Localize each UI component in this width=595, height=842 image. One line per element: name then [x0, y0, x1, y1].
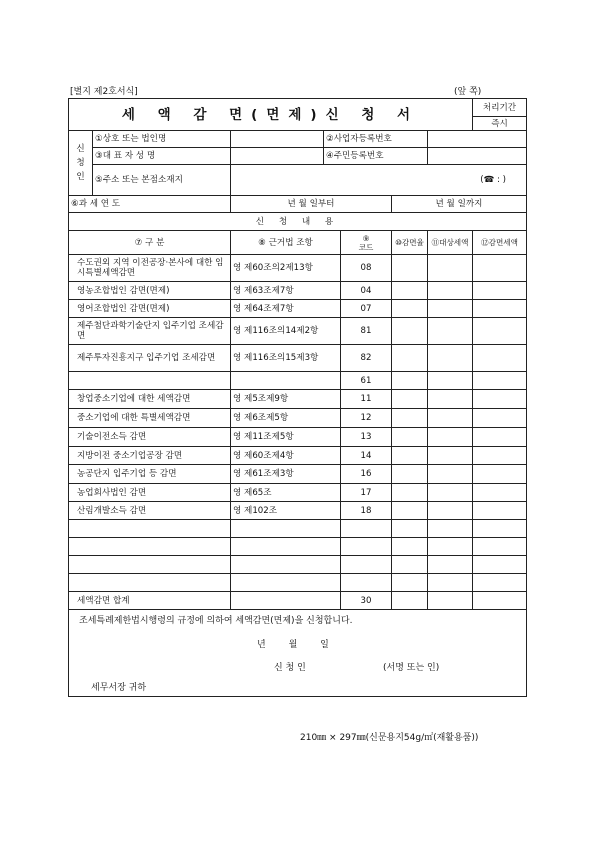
total-code: 30 [341, 592, 392, 610]
business-reg-no-label: ②사업자등록번호 [324, 131, 428, 148]
row-law: 영 제11조제5항 [231, 428, 341, 447]
row-category: 기술이전소득 감면 [69, 428, 231, 447]
processing-period-label: 처리기간 [473, 99, 527, 117]
row-reduced-tax-field[interactable] [473, 345, 527, 372]
table-row [69, 255, 527, 282]
row-code: 17 [341, 484, 392, 502]
representative-label: ③대 표 자 성 명 [93, 148, 231, 165]
row-reduced-tax-field[interactable] [473, 574, 527, 592]
row-code [341, 538, 392, 556]
row-law [231, 574, 341, 592]
row-reduced-tax-field[interactable] [473, 520, 527, 538]
row-category [69, 556, 231, 574]
business-reg-no-field[interactable] [428, 131, 527, 148]
table-row [69, 502, 527, 520]
row-category [69, 372, 231, 390]
row-reduced-tax-field[interactable] [473, 502, 527, 520]
total-target-tax-field[interactable] [428, 592, 473, 610]
row-category: 수도권외 지역 이전공장·본사에 대한 임시특별세액감면 [69, 255, 231, 282]
row-reduced-tax-field[interactable] [473, 484, 527, 502]
row-code: 16 [341, 465, 392, 484]
page-side-label: (앞 쪽) [454, 87, 482, 97]
row-rate-field[interactable] [392, 282, 428, 300]
row-target-tax-field[interactable] [428, 428, 473, 447]
tax-year-to[interactable]: 년 월 일까지 [392, 196, 527, 213]
row-rate-field[interactable] [392, 255, 428, 282]
column-header-reduced-tax: ⑫감면세액 [473, 231, 527, 255]
row-code [341, 520, 392, 538]
row-reduced-tax-field[interactable] [473, 282, 527, 300]
table-row [69, 447, 527, 465]
row-reduced-tax-field[interactable] [473, 447, 527, 465]
row-category [69, 520, 231, 538]
tax-year-from[interactable]: 년 월 일부터 [231, 196, 392, 213]
row-target-tax-field[interactable] [428, 447, 473, 465]
row-code: 82 [341, 345, 392, 372]
column-header-code: ⑨ 코드 [341, 231, 392, 255]
row-target-tax-field[interactable] [428, 345, 473, 372]
row-rate-field[interactable] [392, 502, 428, 520]
declaration-block [69, 610, 527, 697]
row-target-tax-field[interactable] [428, 520, 473, 538]
table-row [69, 520, 527, 538]
row-law: 영 제116조의15제3항 [231, 345, 341, 372]
resident-reg-no-label: ④주민등록번호 [324, 148, 428, 165]
table-row [69, 372, 527, 390]
resident-reg-no-field[interactable] [428, 148, 527, 165]
row-reduced-tax-field[interactable] [473, 428, 527, 447]
declaration-applicant-label: 신 청 인 [274, 663, 306, 673]
row-rate-field[interactable] [392, 465, 428, 484]
row-law: 영 제60조제4항 [231, 447, 341, 465]
total-rate-field[interactable] [392, 592, 428, 610]
row-reduced-tax-field[interactable] [473, 372, 527, 390]
row-law: 영 제64조제7항 [231, 300, 341, 318]
declaration-statement: 조세특례제한법시행령의 규정에 의하여 세액감면(면제)을 신청합니다. [79, 616, 353, 626]
declaration-row [69, 610, 527, 697]
row-code: 12 [341, 409, 392, 428]
row-target-tax-field[interactable] [428, 390, 473, 409]
total-row [69, 592, 527, 610]
row-target-tax-field[interactable] [428, 484, 473, 502]
row-law [231, 520, 341, 538]
row-category: 중소기업에 대한 특별세액감면 [69, 409, 231, 428]
table-row [69, 556, 527, 574]
applicant-label-char-2: 청 [76, 158, 85, 168]
row-law [231, 372, 341, 390]
row-rate-field[interactable] [392, 390, 428, 409]
tax-reduction-application-form [68, 98, 527, 697]
row-law: 영 제5조제9항 [231, 390, 341, 409]
row-law [231, 538, 341, 556]
row-rate-field[interactable] [392, 447, 428, 465]
row-target-tax-field[interactable] [428, 318, 473, 345]
applicant-label-char-1: 신 [76, 144, 85, 154]
row-rate-field[interactable] [392, 520, 428, 538]
row-category: 창업중소기업에 대한 세액감면 [69, 390, 231, 409]
phone-field[interactable]: (☎ : ) [231, 165, 527, 196]
form-title: 세 액 감 면(면제)신 청 서 [69, 99, 473, 131]
applicant-section-label [69, 131, 93, 196]
row-law: 영 제116조의14제2항 [231, 318, 341, 345]
row-law: 영 제6조제5항 [231, 409, 341, 428]
application-content-header: 신 청 내 용 [69, 213, 527, 231]
row-code: 11 [341, 390, 392, 409]
table-row [69, 390, 527, 409]
paper-spec: 210㎜ × 297㎜(신문용지54g/㎡(재활용품)) [300, 733, 479, 743]
row-target-tax-field[interactable] [428, 465, 473, 484]
tax-year-label: ⑥과 세 연 도 [69, 196, 231, 213]
row-reduced-tax-field[interactable] [473, 465, 527, 484]
row-reduced-tax-field[interactable] [473, 390, 527, 409]
table-row [69, 409, 527, 428]
row-rate-field[interactable] [392, 300, 428, 318]
signature-field[interactable]: (서명 또는 인) [383, 663, 440, 673]
row-code [341, 574, 392, 592]
row-target-tax-field[interactable] [428, 502, 473, 520]
tax-office-addressee: 세무서장 귀하 [91, 683, 147, 693]
row-rate-field[interactable] [392, 574, 428, 592]
table-row [69, 574, 527, 592]
row-reduced-tax-field[interactable] [473, 255, 527, 282]
column-header-rate: ⑩감면율 [392, 231, 428, 255]
row-code [341, 556, 392, 574]
row-rate-field[interactable] [392, 484, 428, 502]
row-law: 영 제65조 [231, 484, 341, 502]
row-target-tax-field[interactable] [428, 372, 473, 390]
row-rate-field[interactable] [392, 345, 428, 372]
row-code: 04 [341, 282, 392, 300]
row-reduced-tax-field[interactable] [473, 556, 527, 574]
table-row [69, 282, 527, 300]
row-target-tax-field[interactable] [428, 255, 473, 282]
row-category: 영농조합법인 감면(면제) [69, 282, 231, 300]
table-row [69, 484, 527, 502]
row-category: 산림개발소득 감면 [69, 502, 231, 520]
table-row [69, 300, 527, 318]
row-target-tax-field[interactable] [428, 538, 473, 556]
total-law-empty [231, 592, 341, 610]
row-rate-field[interactable] [392, 409, 428, 428]
row-law: 영 제61조제3항 [231, 465, 341, 484]
row-target-tax-field[interactable] [428, 556, 473, 574]
column-header-category: ⑦ 구 분 [69, 231, 231, 255]
table-row [69, 465, 527, 484]
row-category: 제주첨단과학기술단지 입주기업 조세감면 [69, 318, 231, 345]
processing-period-value: 즉시 [473, 117, 527, 131]
row-category: 영어조합법인 감면(면제) [69, 300, 231, 318]
row-category: 제주투자진흥지구 입주기업 조세감면 [69, 345, 231, 372]
total-reduced-tax-field[interactable] [473, 592, 527, 610]
row-reduced-tax-field[interactable] [473, 409, 527, 428]
row-rate-field[interactable] [392, 538, 428, 556]
row-law: 영 제60조의2제13항 [231, 255, 341, 282]
total-label: 세액감면 합계 [69, 592, 231, 610]
declaration-date[interactable]: 년 월 일 [257, 640, 329, 650]
row-code: 14 [341, 447, 392, 465]
row-code: 61 [341, 372, 392, 390]
row-code: 18 [341, 502, 392, 520]
table-row [69, 428, 527, 447]
row-category: 농공단지 입주기업 등 감면 [69, 465, 231, 484]
row-code: 07 [341, 300, 392, 318]
table-row [69, 538, 527, 556]
company-name-field[interactable] [231, 131, 324, 148]
row-rate-field[interactable] [392, 372, 428, 390]
row-category [69, 574, 231, 592]
row-rate-field[interactable] [392, 556, 428, 574]
row-reduced-tax-field[interactable] [473, 318, 527, 345]
row-rate-field[interactable] [392, 428, 428, 447]
row-category [69, 538, 231, 556]
table-row [69, 318, 527, 345]
table-row [69, 345, 527, 372]
row-reduced-tax-field[interactable] [473, 538, 527, 556]
row-target-tax-field[interactable] [428, 574, 473, 592]
representative-field[interactable] [231, 148, 324, 165]
form-number-label: [별지 제2호서식] [70, 87, 138, 97]
row-reduced-tax-field[interactable] [473, 300, 527, 318]
row-code: 13 [341, 428, 392, 447]
row-category: 지방이전 중소기업공장 감면 [69, 447, 231, 465]
column-header-target-tax: ⑪대상세액 [428, 231, 473, 255]
row-target-tax-field[interactable] [428, 300, 473, 318]
row-code: 81 [341, 318, 392, 345]
column-header-law: ⑧ 근거법 조항 [231, 231, 341, 255]
applicant-label-char-3: 인 [76, 172, 85, 182]
row-category: 농업회사법인 감면 [69, 484, 231, 502]
row-code: 08 [341, 255, 392, 282]
row-law: 영 제102조 [231, 502, 341, 520]
row-rate-field[interactable] [392, 318, 428, 345]
row-target-tax-field[interactable] [428, 282, 473, 300]
row-target-tax-field[interactable] [428, 409, 473, 428]
row-law: 영 제63조제7항 [231, 282, 341, 300]
address-label: ⑤주소 또는 본점소재지 [93, 165, 231, 196]
row-law [231, 556, 341, 574]
company-name-label: ①상호 또는 법인명 [93, 131, 231, 148]
